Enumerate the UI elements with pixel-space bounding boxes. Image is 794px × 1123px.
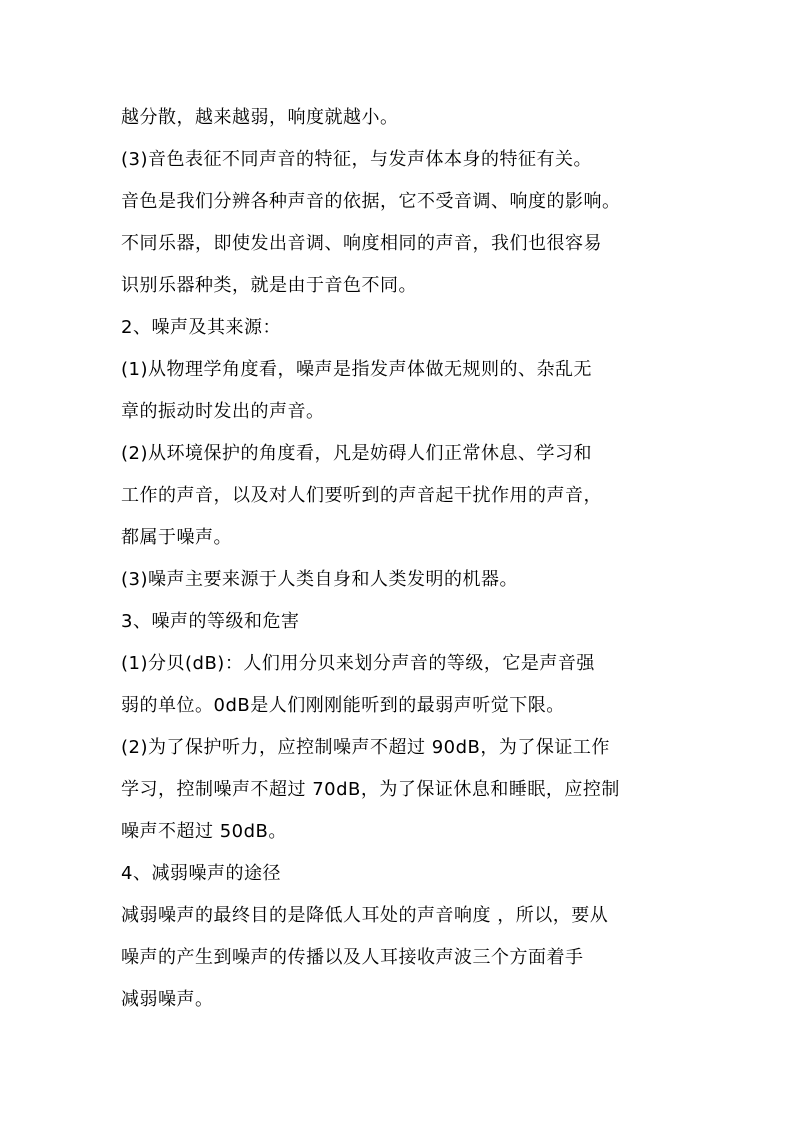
text-line: 弱的单位。0dB是人们刚刚能听到的最弱声听觉下限。: [121, 695, 565, 716]
section-heading-4: 4、减弱噪声的途径: [121, 863, 281, 884]
text-line: 噪声不超过 50dB。: [121, 821, 287, 842]
text-line: 不同乐器，即使发出音调、响度相同的声音，我们也很容易: [121, 233, 602, 254]
text-line: (3)噪声主要来源于人类自身和人类发明的机器。: [121, 569, 518, 590]
text-line: 减弱噪声的最终目的是降低人耳处的声音响度 ，所以，要从: [121, 905, 609, 926]
text-line: 识别乐器种类，就是由于音色不同。: [121, 275, 417, 296]
text-line: 学习，控制噪声不超过 70dB，为了保证休息和睡眠，应控制: [121, 779, 620, 800]
section-heading-2: 2、噪声及其来源：: [121, 317, 281, 338]
text-line: 越分散，越来越弱，响度就越小。: [121, 107, 399, 128]
text-line: (2)为了保护听力，应控制噪声不超过 90dB，为了保证工作: [121, 737, 610, 758]
text-line: (2)从环境保护的角度看，凡是妨碍人们正常休息、学习和: [121, 443, 592, 464]
text-line: 工作的声音，以及对人们要听到的声音起干扰作用的声音，: [121, 485, 602, 506]
section-heading-3: 3、噪声的等级和危害: [121, 611, 300, 632]
text-line: (1)分贝(dB)：人们用分贝来划分声音的等级，它是声音强: [121, 653, 595, 674]
text-line: 音色是我们分辨各种声音的依据，它不受音调、响度的影响。: [121, 191, 621, 212]
text-line: 噪声的产生到噪声的传播以及人耳接收声波三个方面着手: [121, 947, 584, 968]
text-line: (1)从物理学角度看，噪声是指发声体做无规则的、杂乱无: [121, 359, 592, 380]
text-line: 减弱噪声。: [121, 989, 214, 1010]
text-line: (3)音色表征不同声音的特征，与发声体本身的特征有关。: [121, 149, 592, 170]
text-line: 章的振动时发出的声音。: [121, 401, 325, 422]
text-line: 都属于噪声。: [121, 527, 232, 548]
